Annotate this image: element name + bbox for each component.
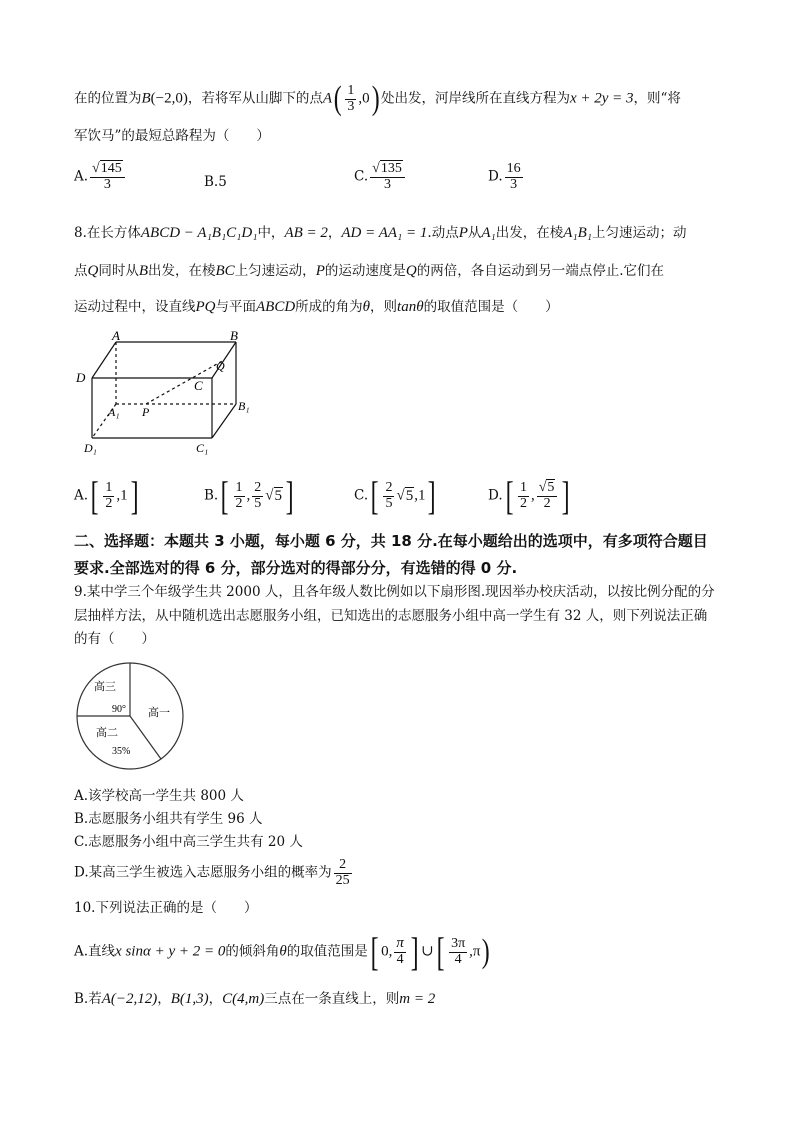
pie-label-grade1: 高一	[148, 706, 170, 719]
label-c1: C₁	[196, 441, 209, 455]
pie-label-grade3: 高三	[94, 680, 116, 693]
q9-option-a: A.该学校高一学生共 800 人	[74, 788, 244, 804]
q7-text: ，若将军从山脚下的点	[187, 90, 323, 107]
river-line-equation: x + 2y = 3	[569, 90, 634, 107]
q9-option-b: B.志愿服务小组共有学生 96 人	[74, 811, 263, 827]
q9-option-d: D.某高三学生被选入志愿服务小组的概率为 $\frac{2}{25}$	[74, 857, 350, 888]
q8-option-a: A.[ $\frac{1}{2}$ ,1]	[74, 473, 139, 518]
q10-option-b: B.若A(−2,12)，B(1,3)，C(4,m)三点在一条直线上，则m = 2	[74, 991, 436, 1007]
q8-option-c: C.[ $\frac{2}{5}$ √5,1]	[354, 473, 437, 518]
cuboid-figure	[70, 330, 260, 458]
point-a: A	[322, 90, 333, 107]
label-d: D	[76, 370, 86, 385]
q7-line-2	[74, 130, 270, 144]
q7-option-a: A. $\frac{√145}{3}$	[74, 162, 127, 192]
point-a-tail: ,0	[358, 90, 370, 107]
grade-pie-chart	[74, 660, 186, 772]
q7-line-1: 在的位置为B(−2,0)，若将军从山脚下的点A( $\frac{1}{3}$ ,0) 处出发，河岸线所在直线方程为x + 2y = 3，则“将	[74, 80, 681, 117]
q8-line-3: 运动过程中，设直线PQ与平面ABCD所成的角为θ，则tanθ的取值范围是（ ）	[74, 299, 559, 315]
q8-option-b: B.[ $\frac{1}{2}$ , $\frac{2}{5}$ √5]	[204, 473, 294, 518]
label-b1: B₁	[238, 399, 250, 413]
q7-option-c: C. $\frac{√135}{3}$	[354, 162, 407, 192]
point-a-fraction: $\frac{1}{3}$	[347, 82, 355, 114]
edge-c1b1	[212, 404, 236, 438]
label-b: B	[230, 330, 238, 343]
pie-label-grade3-angle: 90°	[112, 704, 126, 715]
q9-line-2: 层抽样方法，从中随机选出志愿服务小组，已知选出的志愿服务小组中高一学生有 32 人，则下列说法正确	[74, 608, 708, 624]
q7-option-d: D. $\frac{16}{3}$	[488, 161, 521, 192]
section-2-heading-line-2: 要求.全部选对的得 6 分，部分选对的得部分分，有选错的得 0 分.	[74, 559, 518, 577]
q9-line-3: 的有（ ）	[74, 631, 155, 647]
point-b-coord: (−2,0)	[150, 90, 188, 107]
edge-ad	[92, 342, 116, 378]
q7-text: 在的位置为	[74, 90, 142, 107]
option-fraction: $\frac{√145}{3}$	[90, 162, 125, 192]
q7-text: ，则“将	[633, 90, 681, 107]
q8-line-2: 点Q同时从B出发，在棱BC上匀速运动，P的运动速度是Q的两倍，各自运动到另一端点停止.它们在	[74, 263, 664, 279]
q8-option-d: D.[ $\frac{1}{2}$ , $\frac{√5}{2}$ ]	[488, 473, 571, 518]
label-a: A	[112, 330, 120, 343]
option-fraction: $\frac{16}{3}$	[506, 161, 521, 192]
pie-label-grade2-pct: 35%	[112, 746, 131, 757]
q10-option-a: A.直线x sinα + y + 2 = 0的倾斜角θ的取值范围是[ 0, $\frac{\pi}{4}$ ] ∪[ $\frac{3\pi}{4}$ ,π)	[74, 929, 491, 974]
label-d1: D₁	[84, 441, 97, 455]
label-q: Q	[216, 359, 225, 373]
q7-option-b: B.5	[204, 174, 227, 190]
q9-line-1: 9.某中学三个年级学生共 2000 人，且各年级人数比例如以下扇形图.现因举办校庆活动，以按比例分配的分	[74, 584, 715, 600]
q7-text: 处出发，河岸线所在直线方程为	[380, 90, 570, 107]
section-2-heading-line-1: 二、选择题：本题共 3 小题，每小题 6 分，共 18 分.在每小题给出的选项中，有多项符合题目	[74, 532, 708, 550]
option-fraction: $\frac{√135}{3}$	[370, 162, 405, 192]
q8-line-1: 8.在长方体ABCD − A₁B₁C₁D₁中，AB = 2，AD = AA₁ = 1.动点P从A₁出发，在棱A₁B₁上匀速运动；动	[74, 225, 687, 241]
q7-question-end: 军饮马”的最短总路程为（ ）	[74, 128, 270, 144]
q9-option-c: C.志愿服务小组中高三学生共有 20 人	[74, 834, 303, 850]
label-c: C	[194, 378, 203, 393]
label-p: P	[142, 405, 150, 419]
q10-title: 10.下列说法正确的是（ ）	[74, 900, 258, 916]
point-b: B	[141, 90, 151, 107]
label-a1: A₁	[108, 405, 120, 419]
pie-label-grade2: 高二	[96, 726, 118, 739]
option-fraction: $\frac{2}{25}$	[335, 857, 350, 888]
